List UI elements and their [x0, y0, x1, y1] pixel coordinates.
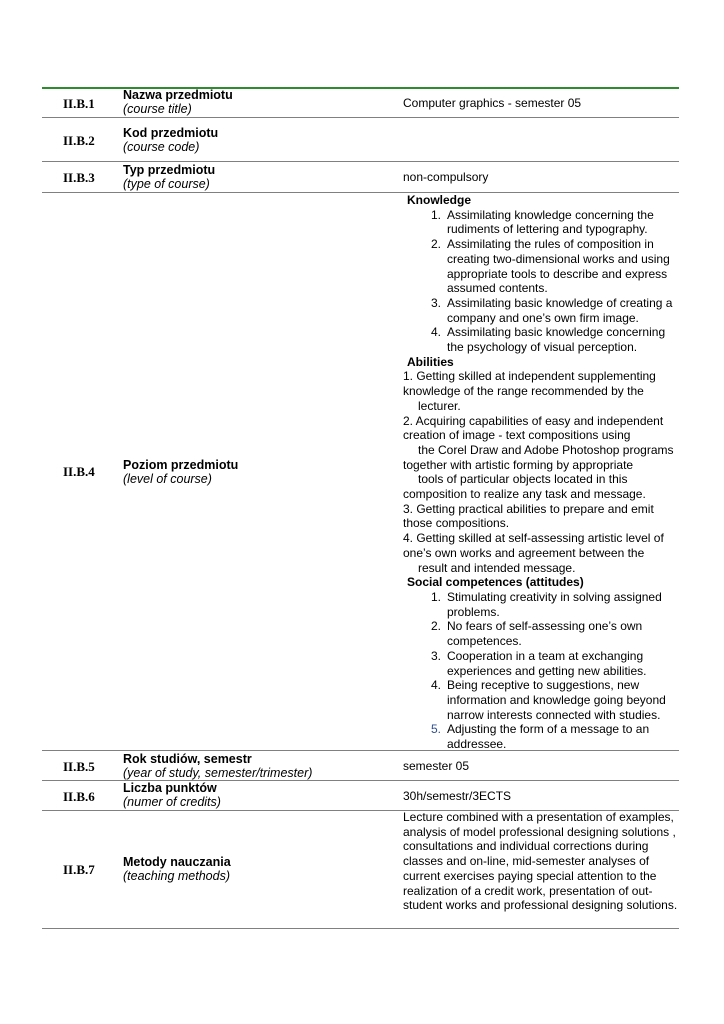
knowledge-list	[403, 208, 679, 355]
label-english: (course title)	[123, 102, 192, 116]
course-type-value: non-compulsory	[403, 170, 489, 184]
row-label	[123, 88, 233, 116]
course-level-content	[403, 193, 679, 752]
list-item: 3. Cooperation in a team at exchanging experiences and getting new abilities.	[430, 648, 647, 678]
label-english: (type of course)	[123, 177, 210, 191]
label-polish: Nazwa przedmiotu	[123, 88, 233, 102]
list-item: 4. Being receptive to suggestions, new information and knowledge going beyond narrow interests connected with studies.	[430, 678, 666, 722]
label-english: (course code)	[123, 140, 200, 154]
row-label	[123, 781, 221, 809]
table-bottom-border	[42, 928, 679, 929]
ability-item: 3. Getting practical abilities to prepare and emit those compositions.	[403, 501, 654, 531]
ability-item: 1. Getting skilled at independent supplementing knowledge of the range recommended by the lecturer.	[403, 369, 656, 413]
label-polish: Poziom przedmiotu	[123, 458, 239, 472]
label-polish: Liczba punktów	[123, 781, 217, 795]
label-english: (numer of credits)	[123, 795, 221, 809]
row-code: II.B.2	[63, 133, 95, 148]
row-code: II.B.1	[63, 96, 95, 111]
label-english: (year of study, semester/trimester)	[123, 766, 313, 780]
label-polish: Kod przedmiotu	[123, 126, 219, 140]
social-competences-list	[403, 590, 679, 752]
list-item: 2. No fears of self-assessing one’s own competences.	[430, 619, 643, 649]
row-divider	[42, 117, 679, 118]
list-item: 1. Stimulating creativity in solving assigned problems.	[430, 589, 662, 619]
row-label	[123, 126, 218, 154]
label-english: (level of course)	[123, 472, 212, 486]
row-label	[123, 855, 231, 883]
row-code: II.B.3	[63, 170, 95, 185]
row-code: II.B.7	[63, 862, 95, 877]
label-polish: Typ przedmiotu	[123, 163, 216, 177]
teaching-methods-value: Lecture combined with a presentation of examples, analysis of model professional designing solutions , consultations and individual corrections during classes and on-line, mid-semester analyses of current exercises paying special attention to the realization of a credit work, presentation of out-student works and professional designing solutions.	[403, 810, 678, 913]
row-code: II.B.6	[63, 789, 95, 804]
year-semester-value: semester 05	[403, 759, 470, 773]
row-label	[123, 458, 238, 486]
list-item: 4. Assimilating basic knowledge concerning the psychology of visual perception.	[430, 325, 666, 355]
label-polish: Rok studiów, semestr	[123, 752, 252, 766]
course-title-value: Computer graphics - semester 05	[403, 96, 582, 110]
knowledge-heading: Knowledge	[407, 193, 472, 207]
list-item: 5. Adjusting the form of a message to an addressee.	[430, 722, 650, 752]
row-label	[123, 163, 215, 191]
list-item: 1. Assimilating knowledge concerning the rudiments of lettering and typography.	[430, 207, 654, 237]
row-divider	[42, 161, 679, 162]
ability-item: 4. Getting skilled at self-assessing artistic level of one’s own works and agreement between the result and intended message.	[403, 531, 664, 575]
credits-value: 30h/semestr/3ECTS	[403, 789, 512, 803]
row-code: II.B.5	[63, 759, 95, 774]
list-item: 2. Assimilating the rules of composition in creating two-dimensional works and using appropriate tools to describe and express assumed contents.	[430, 237, 670, 296]
list-item: 3. Assimilating basic knowledge of creating a company and one’s own firm image.	[430, 295, 673, 325]
row-label	[123, 752, 312, 780]
row-code: II.B.4	[63, 464, 95, 479]
label-polish: Metody nauczania	[123, 855, 231, 869]
social-competences-heading: Social competences (attitudes)	[407, 575, 584, 590]
abilities-heading: Abilities	[407, 354, 454, 369]
label-english: (teaching methods)	[123, 869, 231, 883]
ability-item: 2. Acquiring capabilities of easy and independent creation of image - text compositions using the Corel Draw and Adobe Photoshop programs together with artistic forming by appropriate tools of particular objects located in this composition to realize any task and message.	[403, 413, 674, 502]
